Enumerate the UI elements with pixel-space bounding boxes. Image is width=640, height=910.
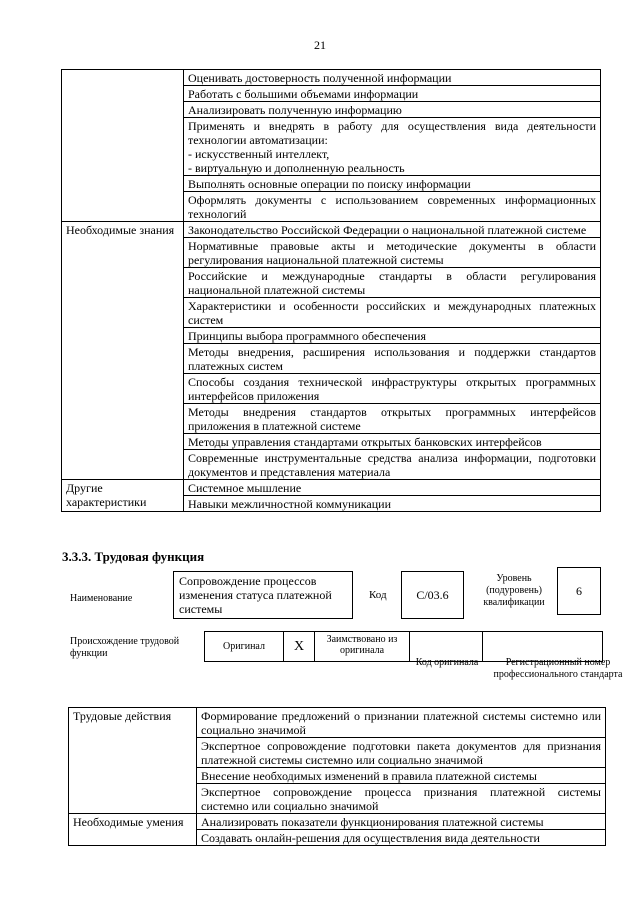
action-item: Экспертное сопровождение процесса признания платежной системы системно или социально значимой bbox=[197, 784, 606, 814]
knowledge-item: Нормативные правовые акты и методические документы в области регулирования национальной платежной системы bbox=[184, 238, 601, 268]
action-item: Формирование предложений о признании платежной системы системно или социально значимой bbox=[197, 708, 606, 738]
knowledge-item: Методы внедрения, расширения использования и поддержки стандартов платежных систем bbox=[184, 344, 601, 374]
code-caption: Код оригинала bbox=[415, 657, 479, 668]
function-name-box: Сопровождение процессов изменения статуса платежной системы bbox=[173, 571, 353, 619]
action-item: Экспертное сопровождение подготовки пакета документов для признания платежной системы системно или социально значимой bbox=[197, 738, 606, 768]
knowledge-item: Принципы выбора программного обеспечения bbox=[184, 328, 601, 344]
continued-requirements-table bbox=[61, 69, 601, 512]
original-cell: Оригинал bbox=[204, 631, 284, 662]
skill-item: Выполнять основные операции по поиску информации bbox=[184, 176, 601, 192]
other-item: Системное мышление bbox=[184, 480, 601, 496]
row-label-empty bbox=[62, 70, 184, 222]
knowledge-item: Характеристики и особенности российских и международных платежных систем bbox=[184, 298, 601, 328]
skill-item: Анализировать показатели функционирования платежной системы bbox=[197, 814, 606, 830]
skill-item: Работать с большими объемами информации bbox=[184, 86, 601, 102]
action-item: Внесение необходимых изменений в правила платежной системы bbox=[197, 768, 606, 784]
other-item: Навыки межличностной коммуникации bbox=[184, 496, 601, 512]
knowledge-item: Методы управления стандартами открытых банковских интерфейсов bbox=[184, 434, 601, 450]
skill-item: Анализировать полученную информацию bbox=[184, 102, 601, 118]
function-code-box: C/03.6 bbox=[401, 571, 464, 619]
knowledge-item: Методы внедрения стандартов открытых программных интерфейсов приложения в платежной системе bbox=[184, 404, 601, 434]
function-table bbox=[68, 707, 606, 846]
page-number: 21 bbox=[314, 38, 326, 52]
skill-item: Оценивать достоверность полученной информации bbox=[184, 70, 601, 86]
knowledge-item: Способы создания технической инфраструктуры открытых программных интерфейсов приложения bbox=[184, 374, 601, 404]
skill-item: Создавать онлайн-решения для осуществления вида деятельности bbox=[197, 830, 606, 846]
row-label-knowledge: Необходимые знания bbox=[62, 222, 184, 480]
table-row bbox=[62, 480, 601, 496]
name-label: Наименование bbox=[70, 593, 133, 604]
knowledge-item: Современные инструментальные средства анализа информации, подготовки документов и представления материала bbox=[184, 450, 601, 480]
table-row bbox=[62, 70, 601, 86]
borrowed-cell: Заимствовано из оригинала bbox=[314, 631, 410, 662]
skill-item: Применять и внедрять в работу для осуществления вида деятельности технологии автоматизации: - искусственный интеллект, - виртуальную и дополненную реальность bbox=[184, 118, 601, 176]
table-row bbox=[69, 814, 606, 830]
row-label-skills: Необходимые умения bbox=[69, 814, 197, 846]
section-title: 3.3.3. Трудовая функция bbox=[62, 549, 205, 564]
skill-item: Оформлять документы с использованием современных информационных технологий bbox=[184, 192, 601, 222]
origin-label: Происхождение трудовой функции bbox=[70, 636, 180, 659]
row-label-actions: Трудовые действия bbox=[69, 708, 197, 814]
code-label: Код bbox=[369, 589, 387, 601]
knowledge-item: Законодательство Российской Федерации о национальной платежной системе bbox=[184, 222, 601, 238]
level-label: Уровень (подуровень) квалификации bbox=[483, 573, 545, 608]
knowledge-item: Российские и международные стандарты в области регулирования национальной платежной системы bbox=[184, 268, 601, 298]
table-row bbox=[62, 222, 601, 238]
table-row bbox=[69, 708, 606, 738]
level-value-box: 6 bbox=[557, 567, 601, 615]
reg-caption: Регистрационный номер профессионального стандарта bbox=[493, 657, 623, 680]
row-label-other: Другие характеристики bbox=[62, 480, 184, 512]
original-mark: X bbox=[283, 631, 315, 662]
